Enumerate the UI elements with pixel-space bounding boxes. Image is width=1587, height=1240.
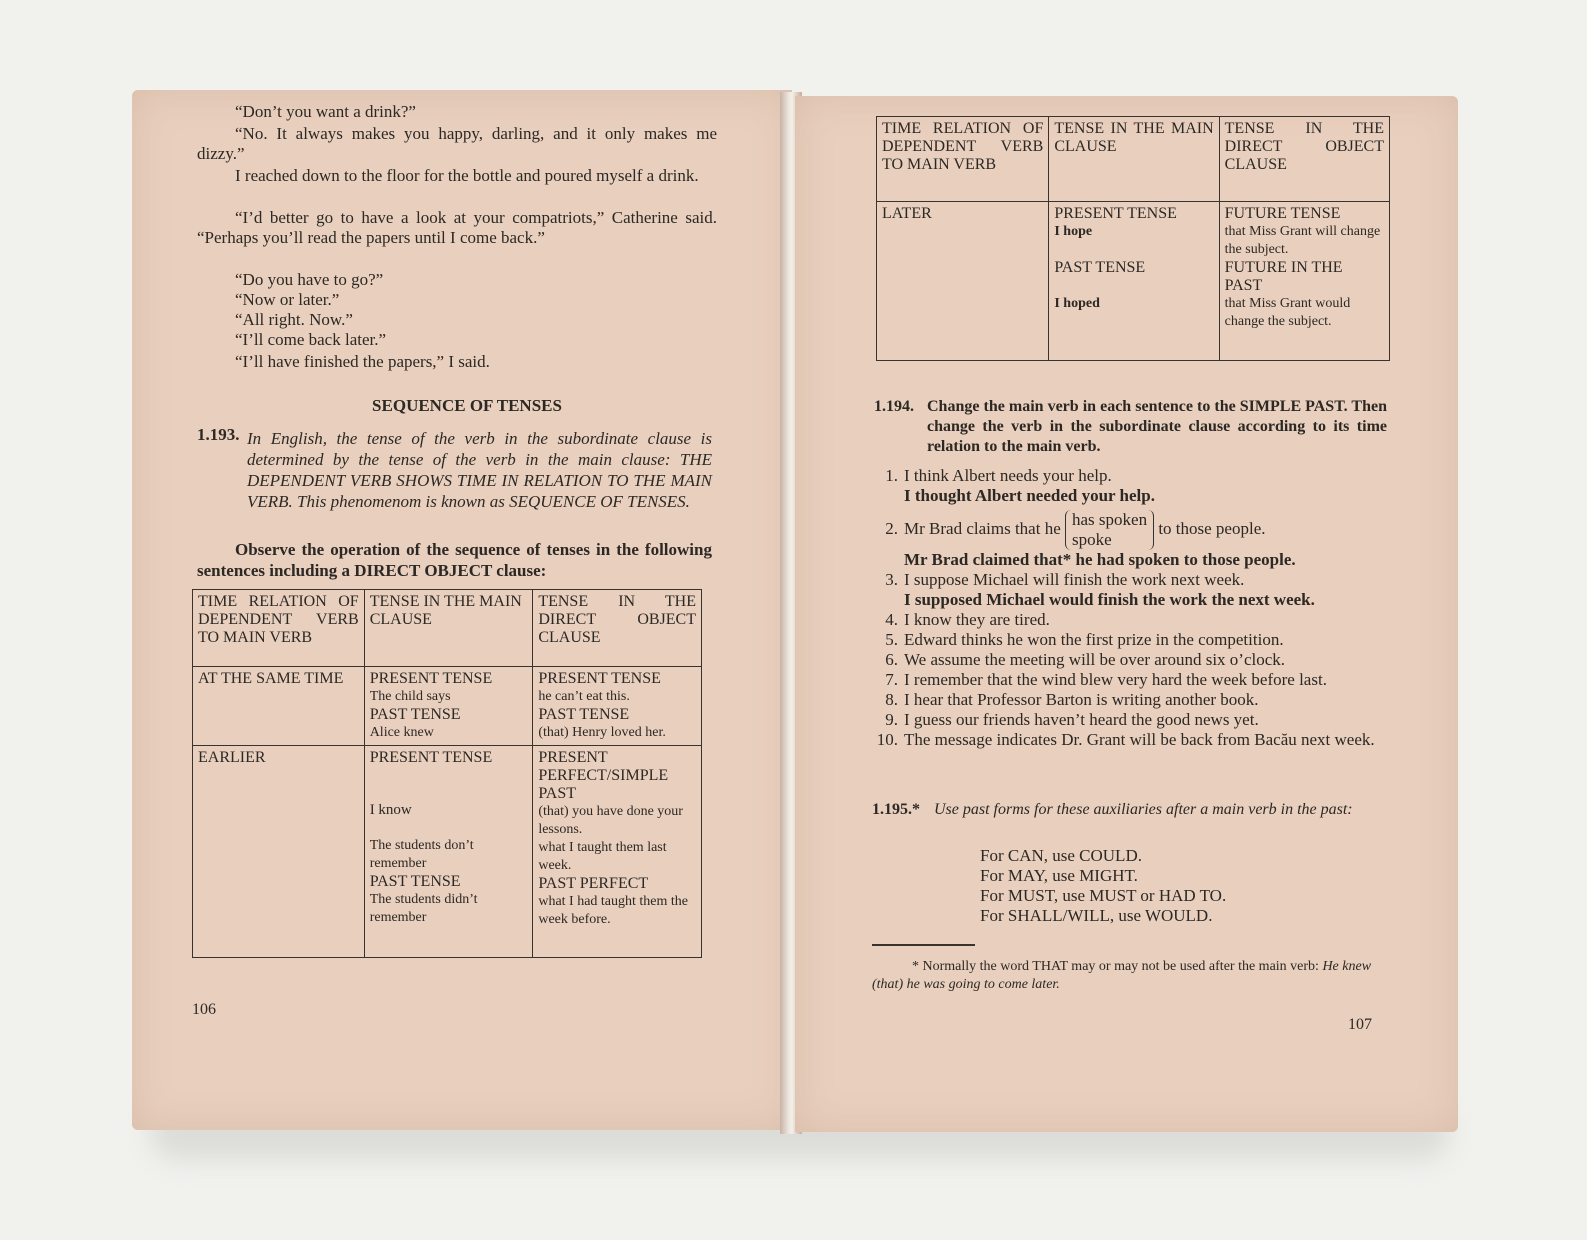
tense-name: PRESENT PERFECT/SIMPLE PAST <box>538 749 669 802</box>
dialogue-line-8: “I’ll come back later.” <box>235 330 387 349</box>
tense-example: I know <box>369 802 412 818</box>
object-clause-cell <box>533 746 702 958</box>
tense-example: what I taught them last week. <box>538 840 667 873</box>
auxiliary-rule-1: For CAN, use COULD. <box>980 846 1142 865</box>
tense-example: that Miss Grant would change the subject. <box>1224 296 1351 329</box>
footnote-text: * Normally the word THAT may or may not be used after the main verb: <box>912 959 1319 974</box>
footnote <box>872 958 1377 994</box>
table-row <box>193 667 702 746</box>
section-title: SEQUENCE OF TENSES <box>372 396 562 415</box>
tense-name: PAST TENSE <box>369 873 461 890</box>
list-item-answer: I supposed Michael would finish the work the next week. <box>904 590 1315 609</box>
tense-example: (that) Henry loved her. <box>538 725 666 740</box>
sequence-table-right <box>876 116 1390 361</box>
tense-name: PAST TENSE <box>1054 259 1146 276</box>
table-header-cell: TENSE IN THE MAIN CLAUSE <box>364 590 533 667</box>
main-clause-cell <box>364 667 533 746</box>
tense-name: PRESENT TENSE <box>538 670 661 687</box>
list-item: 2. Mr Brad claims that he has spoken spoke to those people. <box>885 510 1266 549</box>
tense-name: PRESENT TENSE <box>1054 205 1177 222</box>
tense-example: I hoped <box>1054 296 1100 311</box>
list-item: 9. I guess our friends haven’t heard the good news yet. <box>885 710 1259 729</box>
tense-example: The students didn’t remember <box>369 892 478 925</box>
dialogue-line-1: “Don’t you want a drink?” <box>235 102 416 121</box>
table-header-cell: TENSE IN THE DIRECT OBJECT CLAUSE <box>533 590 702 667</box>
object-clause-cell <box>1219 202 1389 361</box>
list-item: 1. I think Albert needs your help. <box>885 466 1112 485</box>
list-item: 10. The message indicates Dr. Grant will be back from Bacău next week. <box>876 730 1375 749</box>
exercise-194-instruction: Change the main verb in each sentence to the SIMPLE PAST. Then change the verb in the subordinate clause according to its time relation to the main verb. <box>927 398 1387 455</box>
exercise-194-list <box>874 466 1386 750</box>
tense-name: PRESENT TENSE <box>369 670 493 687</box>
table-header-cell: TENSE IN THE DIRECT OBJECT CLAUSE <box>1219 117 1389 202</box>
list-item: 4. I know they are tired. <box>885 610 1050 629</box>
dialogue-line-7: “All right. Now.” <box>235 310 353 329</box>
tense-example: he can’t eat this. <box>538 689 630 704</box>
tense-name: PRESENT TENSE <box>369 749 493 766</box>
object-clause-cell <box>533 667 702 746</box>
list-item-answer: I thought Albert needed your help. <box>904 486 1155 505</box>
time-relation-cell: AT THE SAME TIME <box>193 667 365 746</box>
auxiliary-rule-2: For MAY, use MIGHT. <box>980 866 1138 885</box>
exercise-195-instruction: Use past forms for these auxiliaries after a main verb in the past: <box>934 801 1353 818</box>
tense-example: (that) you have done your lessons. <box>538 804 683 837</box>
auxiliary-rule-4: For SHALL/WILL, use WOULD. <box>980 906 1213 925</box>
table-row <box>193 746 702 958</box>
main-clause-cell <box>364 746 533 958</box>
time-relation-cell: EARLIER <box>193 746 365 958</box>
dialogue-line-9: “I’ll have finished the papers,” I said. <box>235 352 490 371</box>
choice-brace: has spoken spoke <box>1065 510 1154 550</box>
tense-example: The child says <box>369 689 451 704</box>
dialogue-line-4: “I’d better go to have a look at your compatriots,” Catherine said. “Perhaps you’ll read the papers until I come back.” <box>197 208 717 247</box>
table-header-cell: TENSE IN THE MAIN CLAUSE <box>1049 117 1219 202</box>
tense-name: FUTURE IN THE PAST <box>1224 259 1343 294</box>
list-item: 7. I remember that the wind blew very hard the week before last. <box>885 670 1327 689</box>
exercise-195-number: 1.195.* <box>872 801 920 818</box>
table-header-row <box>877 117 1390 202</box>
tense-example: The students don’t remember <box>369 838 474 871</box>
rule-text: In English, the tense of the verb in the subordinate clause is determined by the tense of the verb in the main clause: THE DEPENDENT VERB SHOWS TIME IN RELATION TO THE MAIN VERB. This phenomenom is known as SEQUENCE OF TENSES. <box>247 429 712 511</box>
tense-name: PAST TENSE <box>369 706 461 723</box>
list-item: 8. I hear that Professor Barton is writing another book. <box>885 690 1259 709</box>
page-number-right: 107 <box>1348 1016 1372 1033</box>
dialogue-line-6: “Now or later.” <box>235 290 340 309</box>
list-item: 5. Edward thinks he won the first prize in the competition. <box>885 630 1284 649</box>
list-item: 3. I suppose Michael will finish the work next week. <box>885 570 1245 589</box>
footnote-example: He knew (that) he was going to come later. <box>872 959 1372 992</box>
list-item-answer: Mr Brad claimed that* he had spoken to those people. <box>904 550 1296 569</box>
table-header-row <box>193 590 702 667</box>
rule-number: 1.193. <box>197 425 240 444</box>
tense-name: PAST PERFECT <box>538 875 649 892</box>
observe-instruction: Observe the operation of the sequence of tenses in the following sentences including a DIRECT OBJECT clause: <box>197 540 712 580</box>
sequence-table-left <box>192 589 702 958</box>
tense-example: what I had taught them the week before. <box>538 894 689 927</box>
page-number-left: 106 <box>192 1001 216 1018</box>
dialogue-line-2: “No. It always makes you happy, darling, and it only makes me dizzy.” <box>197 124 717 163</box>
tense-example: that Miss Grant will change the subject. <box>1224 224 1381 257</box>
time-relation-cell: LATER <box>877 202 1049 361</box>
table-header-cell: TIME RELATION OF DEPENDENT VERB TO MAIN VERB <box>877 117 1049 202</box>
dialogue-line-5: “Do you have to go?” <box>235 270 384 289</box>
tense-example: Alice knew <box>369 725 434 740</box>
exercise-194-number: 1.194. <box>874 398 914 415</box>
auxiliary-rule-3: For MUST, use MUST or HAD TO. <box>980 886 1227 905</box>
tense-name: FUTURE TENSE <box>1224 205 1341 222</box>
tense-name: PAST TENSE <box>538 706 630 723</box>
dialogue-line-3: I reached down to the floor for the bottle and poured myself a drink. <box>235 166 699 185</box>
table-row <box>877 202 1390 361</box>
table-header-cell: TIME RELATION OF DEPENDENT VERB TO MAIN VERB <box>193 590 365 667</box>
tense-example: I hope <box>1054 224 1093 239</box>
footnote-rule <box>872 944 975 946</box>
list-item: 6. We assume the meeting will be over around six o’clock. <box>885 650 1286 669</box>
main-clause-cell <box>1049 202 1219 361</box>
